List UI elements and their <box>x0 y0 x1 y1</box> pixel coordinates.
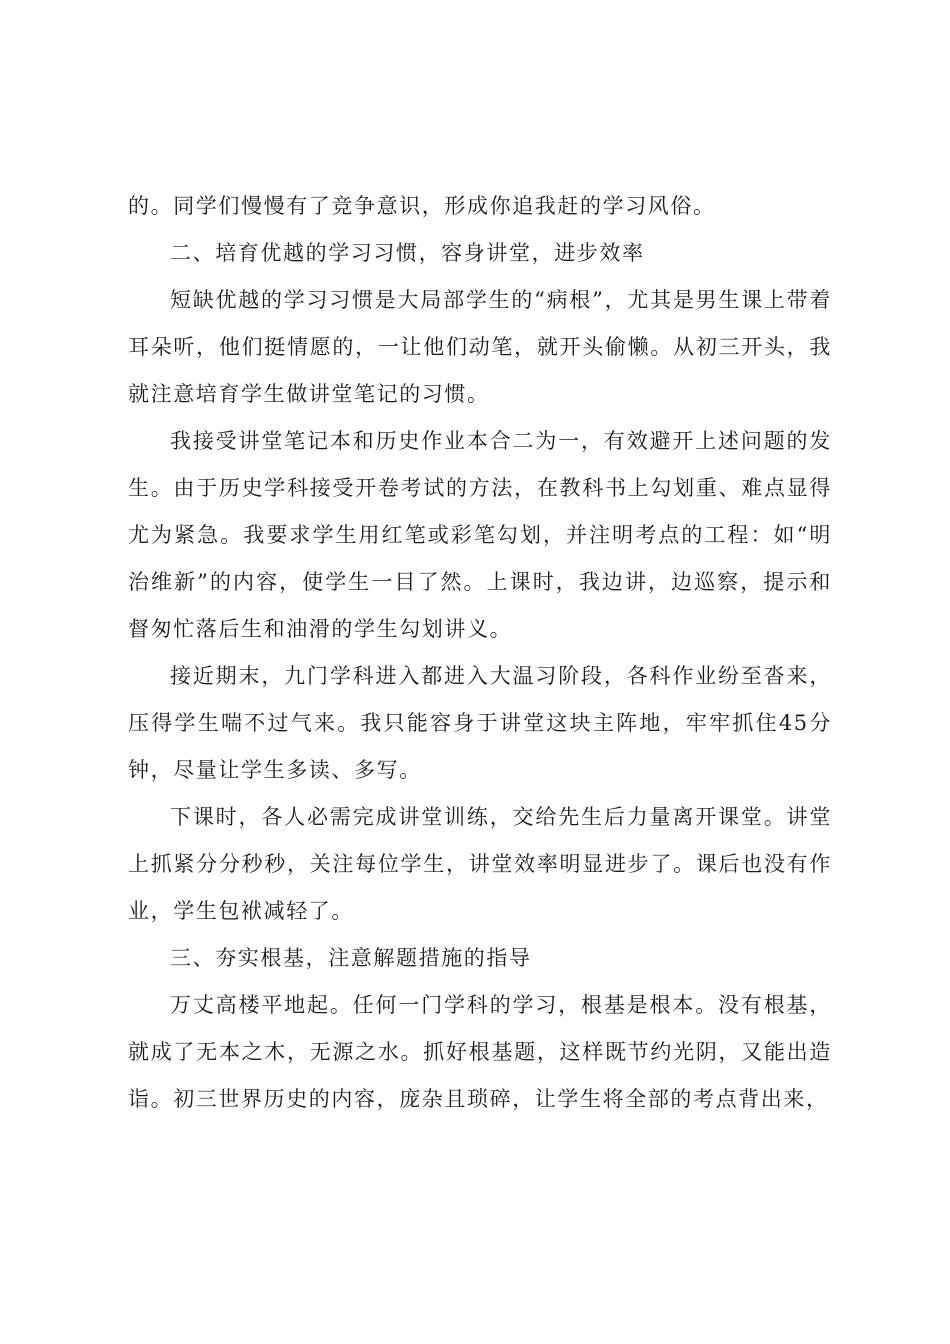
paragraph: 我接受讲堂笔记本和历史作业本合二为一，有效避开上述问题的发生。由于历史学科接受开卷考试的方法，在教科书上勾划重、难点显得尤为紧急。我要求学生用红笔或彩笔勾划，并注明考点的工程：如“明治维新”的内容，使学生一目了然。上课时，我边讲，边巡察，提示和督匆忙落后生和油滑的学生勾划讲义。 <box>128 429 832 641</box>
paragraph: 短缺优越的学习习惯是大局部学生的“病根”，尤其是男生课上带着耳朵听，他们挺情愿的，一让他们动笔，就开头偷懒。从初三开头，我就注意培育学生做讲堂笔记的习惯。 <box>128 288 832 406</box>
paragraph: 接近期末，九门学科进入都进入大温习阶段，各科作业纷至沓来，压得学生喘不过气来。我只能容身于讲堂这块主阵地，牢牢抓住45分钟，尽量让学生多读、多写。 <box>128 664 832 782</box>
paragraph: 万丈高楼平地起。任何一门学科的学习，根基是根本。没有根基，就成了无本之木，无源之水。抓好根基题，这样既节约光阴，又能出造诣。初三世界历史的内容，庞杂且琐碎，让学生将全部的考点背出来， <box>128 993 832 1111</box>
paragraph: 下课时，各人必需完成讲堂训练，交给先生后力量离开课堂。讲堂上抓紧分分秒秒，关注每位学生，讲堂效率明显进步了。课后也没有作业，学生包袱减轻了。 <box>128 805 832 923</box>
section-heading-3: 三、夯实根基，注意解题措施的指导 <box>170 946 532 970</box>
document-body <box>128 183 832 1123</box>
paragraph-continuation: 的。同学们慢慢有了竞争意识，形成你追我赶的学习风俗。 <box>128 194 716 218</box>
section-heading-2: 二、培育优越的学习习惯，容身讲堂，进步效率 <box>170 241 645 265</box>
